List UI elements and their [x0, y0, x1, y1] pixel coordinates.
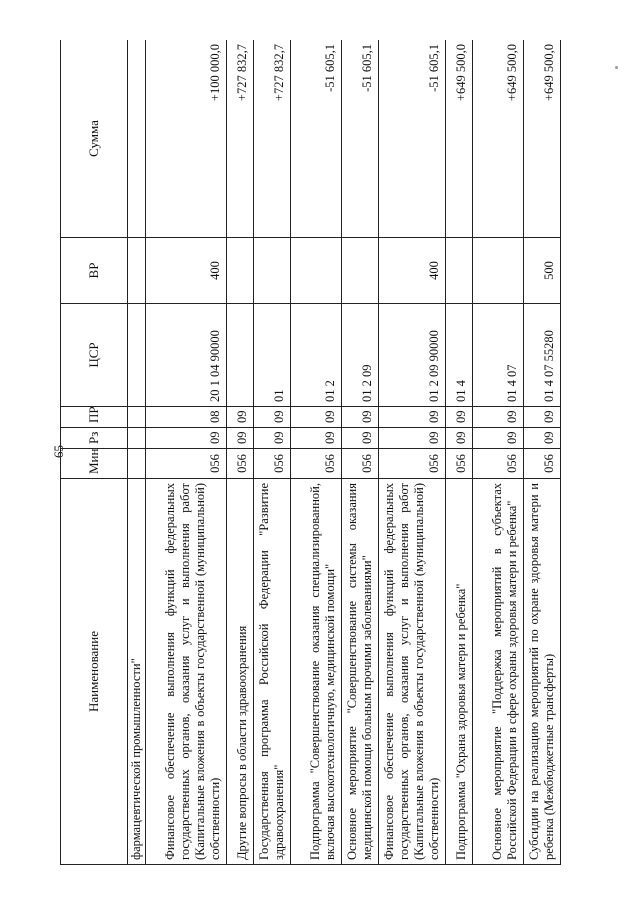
row-csr: 01 2 09 90000	[379, 304, 446, 407]
row-name: фармацевтической промышленности"	[128, 479, 146, 865]
row-min: 056	[227, 449, 254, 479]
row-vr: 400	[146, 238, 227, 304]
row-sum: +649 500,0	[524, 40, 561, 238]
row-rz: 09	[524, 428, 561, 449]
row-rz: 09	[342, 428, 379, 449]
row-rz: 09	[473, 428, 524, 449]
header-row	[61, 40, 128, 865]
row-pr: 09	[379, 407, 446, 428]
scan-dot	[615, 66, 618, 69]
row-name: Другие вопросы в области здравоохранения	[227, 479, 254, 865]
row-vr	[128, 238, 146, 304]
table-row	[146, 40, 227, 865]
row-pr	[128, 407, 146, 428]
row-name: Финансовое обеспечение выполнения функций федеральных государственных органов, оказания услуг и выполнения работ (Капитальные вложения в объекты государственной (муниципальной) собственности)	[146, 479, 227, 865]
row-min: 056	[524, 449, 561, 479]
table-row	[291, 40, 342, 865]
row-rz: 09	[254, 428, 291, 449]
table-row	[473, 40, 524, 865]
rotated-table-container	[60, 40, 585, 865]
row-pr: 09	[342, 407, 379, 428]
table-row	[128, 40, 146, 865]
row-vr	[446, 238, 473, 304]
row-name: Финансовое обеспечение выполнения функций федеральных государственных органов, оказания услуг и выполнения работ (Капитальные вложения в объекты государственной (муниципальной) собственности)	[379, 479, 446, 865]
row-sum: +100 000,0	[146, 40, 227, 238]
header-pr: ПР	[61, 407, 128, 428]
row-pr: 09	[291, 407, 342, 428]
row-min: 056	[379, 449, 446, 479]
row-csr	[227, 304, 254, 407]
row-pr: 09	[227, 407, 254, 428]
row-rz: 09	[291, 428, 342, 449]
row-sum: -51 605,1	[342, 40, 379, 238]
row-csr: 01 4	[446, 304, 473, 407]
row-min	[128, 449, 146, 479]
row-name: Основное мероприятие "Совершенствование системы оказания медицинской помощи больным прочими заболеваниями"	[342, 479, 379, 865]
table-row	[227, 40, 254, 865]
table-row	[379, 40, 446, 865]
row-sum: -51 605,1	[291, 40, 342, 238]
row-rz: 09	[446, 428, 473, 449]
row-sum: +727 832,7	[254, 40, 291, 238]
row-min: 056	[446, 449, 473, 479]
row-min: 056	[146, 449, 227, 479]
row-pr: 09	[473, 407, 524, 428]
row-pr: 09	[446, 407, 473, 428]
header-name: Наименование	[61, 479, 128, 865]
row-vr	[342, 238, 379, 304]
table-row	[524, 40, 561, 865]
table-row	[254, 40, 291, 865]
row-min: 056	[342, 449, 379, 479]
row-csr: 01 4 07	[473, 304, 524, 407]
row-name: Государственная программа Российской Федерации "Развитие здравоохранения"	[254, 479, 291, 865]
row-min: 056	[254, 449, 291, 479]
row-sum: +649 500,0	[473, 40, 524, 238]
row-sum: +649 500,0	[446, 40, 473, 238]
header-min: Мин	[61, 449, 128, 479]
row-sum: -51 605,1	[379, 40, 446, 238]
row-csr: 01	[254, 304, 291, 407]
row-rz: 09	[146, 428, 227, 449]
row-sum: +727 832,7	[227, 40, 254, 238]
row-csr: 01 4 07 55280	[524, 304, 561, 407]
page-number: 65	[51, 445, 66, 458]
row-vr: 400	[379, 238, 446, 304]
row-csr	[128, 304, 146, 407]
row-rz: 09	[227, 428, 254, 449]
row-rz: 09	[379, 428, 446, 449]
table-row	[446, 40, 473, 865]
row-pr: 09	[524, 407, 561, 428]
row-csr: 20 1 04 90000	[146, 304, 227, 407]
header-sum: Сумма	[61, 40, 128, 238]
row-min: 056	[291, 449, 342, 479]
budget-table-area	[60, 40, 585, 865]
header-rz: Рз	[61, 428, 128, 449]
row-name: Подпрограмма "Совершенствование оказания специализированной, включая высокотехнологичную, медицинской помощи"	[291, 479, 342, 865]
row-vr	[473, 238, 524, 304]
row-vr	[254, 238, 291, 304]
row-csr: 01 2	[291, 304, 342, 407]
row-sum	[128, 40, 146, 238]
row-vr	[227, 238, 254, 304]
header-csr: ЦСР	[61, 304, 128, 407]
budget-table	[60, 40, 561, 865]
row-pr: 09	[254, 407, 291, 428]
row-min: 056	[473, 449, 524, 479]
row-pr: 08	[146, 407, 227, 428]
row-vr: 500	[524, 238, 561, 304]
row-vr	[291, 238, 342, 304]
row-name: Субсидии на реализацию мероприятий по охране здоровья матери и ребенка (Межбюджетные трансферты)	[524, 479, 561, 865]
row-rz	[128, 428, 146, 449]
table-row	[342, 40, 379, 865]
header-vr: ВР	[61, 238, 128, 304]
row-csr: 01 2 09	[342, 304, 379, 407]
row-name: Подпрограмма "Охрана здоровья матери и ребенка"	[446, 479, 473, 865]
row-name: Основное мероприятие "Поддержка мероприятий в субъектах Российской Федерации в сфере охраны здоровья матери и ребенка"	[473, 479, 524, 865]
